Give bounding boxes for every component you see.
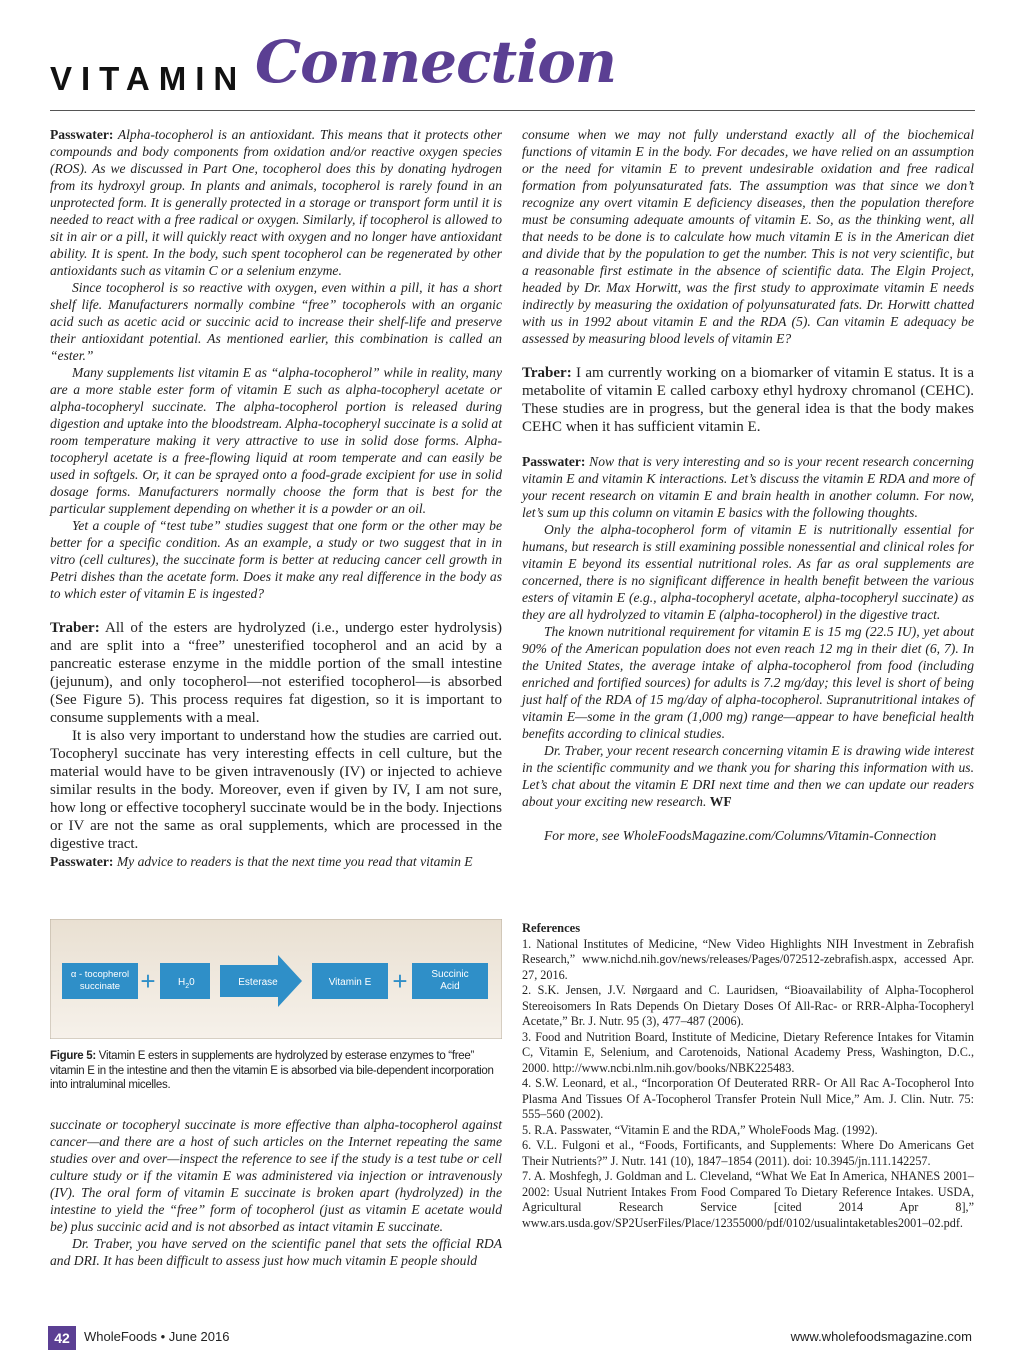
paragraph: Yet a couple of “test tube” studies suggest that one form or the other may be better for a specific condition. As an example, a study or two suggest that in in vitro (cell cultures), the succinate form is better at reducing cancer cell growth in Petri dishes than the acetate form. Does it make any real difference in the body as to which ester of vitamin E is ingested? xyxy=(50,518,502,601)
magazine-url: www.wholefoodsmagazine.com xyxy=(790,1329,972,1344)
reference-item: 6. V.L. Fulgoni et al., “Foods, Fortificants, and Supplements: Where Do Americans Get Their Nutrients?” J. Nutr. 141 (10), 1847–1854 (2011). doi: 10.3945/jn.111.142257. xyxy=(522,1138,974,1168)
reference-item: 2. S.K. Jensen, J.V. Nørgaard and C. Lauridsen, “Bioavailability of Alpha-Tocopherol Stereoisomers In Rats Depends On Dietary Doses Of All-Rac- or RRR-Alpha-Tocopheryl Acetate,” Br. J. Nutr. 95 (3), 477–487 (2006). xyxy=(522,983,974,1028)
speaker-label: Traber: xyxy=(50,620,100,636)
reference-item: 7. A. Moshfegh, J. Goldman and L. Cleveland, “What We Eat In America, NHANES 2001–2002: Usual Nutrient Intakes From Food Compared To Dietary Reference Intakes. USDA, Agricultural Research Service [cited 2014 Apr 8],” www.ars.usda.gov/SP2UserFiles/Place/12355000/pdf/0102/usualintaketables2001–02.pdf. xyxy=(522,1169,974,1230)
succinic-label-line1: Succinic xyxy=(431,969,469,980)
masthead xyxy=(50,22,980,110)
paragraph: Only the alpha-tocopherol form of vitamin E is nutritionally essential for humans, but research is still examining possible nonessential and clinical roles for vitamin E beyond its essential nutritional roles. As far as oral supplements are concerned, there is no significant difference in health benefit between the various esters of vitamin E (e.g., alpha-tocopheryl acetate, alpha-tocopheryl succinate) as they are all hydrolyzed to vitamin E (alpha-tocopherol) in the digestive tract. xyxy=(522,522,974,622)
article-column-left-continued xyxy=(50,1116,502,1269)
paragraph: Since tocopherol is so reactive with oxygen, even within a pill, it has a short shelf life. Manufacturers normally combine “free” tocopherols with an organic acid such as acetic acid or succinic acid to increase their shelf-life and preserve their antioxidant potential. As mentioned earlier, this combination is called an “ester.” xyxy=(50,280,502,363)
paragraph xyxy=(50,126,502,279)
speaker-label: Passwater: xyxy=(522,454,586,469)
article-column-right xyxy=(522,126,974,844)
references-title: References xyxy=(522,921,581,935)
article-column-left xyxy=(50,126,502,870)
paragraph xyxy=(50,853,502,870)
reference-item: 4. S.W. Leonard, et al., “Incorporation Of Deuterated RRR- Or All Rac A-Tocopherol Into Plasma And Tissues Of A-Tocopherol Transfer Protein Null Mice,” Am. J. Clin. Nutr. 75: 555–560 (2002). xyxy=(522,1076,974,1121)
paragraph-text: Alpha-tocopherol is an antioxidant. This means that it protects other compounds and body components from oxidation and/or reactive oxygen species (ROS). As we discussed in Part One, tocopherol does this by donating hydrogen from its hydroxyl group. In plants and animals, tocopherol is rarely found in an unprotected form. It is generally protected in a storage or transport form until it is needed to react with a free radical or oxygen. Similarly, if tocopherol is allowed to sit in air or a pill, it will quickly react with oxygen and no longer have antioxidant ability. It is spent. In the body, such spent tocopherol can be regenerated by other antioxidants such as vitamin C or a selenium enzyme. xyxy=(50,127,502,278)
caption-label: Figure 5: xyxy=(50,1050,96,1062)
paragraph xyxy=(522,364,974,436)
paragraph-text: My advice to readers is that the next time you read that vitamin E xyxy=(116,854,473,869)
speaker-label: Passwater: xyxy=(50,127,114,142)
paragraph-text: I am currently working on a biomarker of vitamin E status. It is a metabolite of vitamin E called carboxy ethyl hydroxy chromanol (CEHC). These studies are in progress, but the general idea is that the body makes CEHC when it has sufficient vitamin E. xyxy=(522,365,975,435)
reference-item: 1. National Institutes of Medicine, “New Video Highlights NIH Investment in Zebrafish Research,” www.nichd.nih.gov/news/releases/Pages/072512-zebrafish.aspx, accessed Apr. 27, 2016. xyxy=(522,936,974,982)
plus-sign: + xyxy=(392,966,408,996)
reference-item: 3. Food and Nutrition Board, Institute of Medicine, Dietary Reference Intakes for Vitamin C, Vitamin E, Selenium, and Carotenoids, National Academy Press, Washington, D.C., 2000. http://www.ncbi.nlm.nih.gov/books/NBK225483. xyxy=(522,1029,974,1075)
box1-label-line1: α - tocopherol xyxy=(70,969,130,980)
plus-sign: + xyxy=(140,966,156,996)
paragraph-text: All of the esters are hydrolyzed (i.e., undergo ester hydrolysis) and are split into a “free” unesterified tocopherol and an acid by a pancreatic esterase enzyme in the middle portion of the small intestine (jejunum), and only tocopherol—not esterified tocopherol—is absorbed (See Figure 5). This process requires fat digestion, so it is important to consume supplements with a meal. xyxy=(50,620,502,726)
paragraph-text: Now that is very interesting and so is your recent research concerning vitamin E and vitamin K interactions. Let’s discuss the vitamin E RDA and more of your recent research on vitamin E and brain health in another column. For now, let’s sum up this column on vitamin E basics with the following thoughts. xyxy=(522,454,974,520)
paragraph: succinate or tocopheryl succinate is more effective than alpha-tocopherol against cancer—and there are a host of such articles on the Internet repeating the same studies over and over—inspect the reference to see if the study is a test tube or cell culture study or if the vitamin E was administered via injection or intravenously (IV). The oral form of vitamin E succinate is broken apart (hydrolyzed) in the intestine to yield the “free” form of tocopherol (just as vitamin E acetate would be) plus succinic acid and is not absorbed as intact vitamin E succinate. xyxy=(50,1117,502,1234)
paragraph: The known nutritional requirement for vitamin E is 15 mg (22.5 IU), yet about 90% of the American population does not even reach 12 mg in their diet (6, 7). In the United States, the average intake of alpha-tocopherol from food (including enriched and fortified sources) for adults is 7.2 mg/day; this level is short of being just half of the RDA of 15 mg/day of alpha-tocopherol. Supranutritional intakes of vitamin E—some in the gram (1,000 mg) range—appear to have beneficial health benefits according to clinical studies. xyxy=(522,624,974,741)
paragraph: It is also very important to understand how the studies are carried out. Tocopheryl succinate has very interesting effects in cell culture, but the material would have to be given intravenously (IV) or injected to achieve similar results in the body. Moreover, even if given by IV, I am not sure, how long or effective tocopheryl succinate would be in the body. Injections or IV are not the same as oral supplements, which are processed in the digestive tract. xyxy=(50,728,502,852)
paragraph xyxy=(522,453,974,521)
more-info-line: For more, see WholeFoodsMagazine.com/Columns/Vitamin-Connection xyxy=(544,828,937,843)
masthead-title-script: Connection xyxy=(255,28,617,96)
reference-item: 5. R.A. Passwater, “Vitamin E and the RDA,” WholeFoods Mag. (1992). xyxy=(522,1122,878,1137)
paragraph: consume when we may not fully understand exactly all of the biochemical functions of vitamin E in the body. For decades, we have relied on an assumption or the need for vitamin E to prevent undesirable oxidation and free radical formation from polyunsaturated fats. The assumption was that since we don’t recognize any overt vitamin E deficiency diseases, then the population therefore must be consuming adequate amounts of vitamin E. So, as the thinking went, all that needs to be done is to calculate how much vitamin E is in the American diet and divide that by the population to get the number. This is not very scientific, but a reasonable first estimate in the absence of scientific data. The Elgin Project, headed by Dr. Max Horwitt, was the first study to approximate vitamin E needs indirectly by measuring the oxidation of polyunsaturated fats. Dr. Horwitt chatted with us in 1992 about vitamin E and the RDA (5). Can vitamin E adequacy be assessed by measuring blood levels of vitamin E? xyxy=(522,127,974,346)
masthead-title-word: VITAMIN xyxy=(50,60,247,97)
succinic-label-line2: Acid xyxy=(440,981,460,992)
esterase-label: Esterase xyxy=(238,977,278,988)
header-divider xyxy=(50,110,975,111)
caption-text: Vitamin E esters in supplements are hydrolyzed by esterase enzymes to “free” vitamin E in the intestine and then the vitamin E is absorbed via bile-dependent incorporation into intraluminal micelles. xyxy=(50,1050,494,1091)
speaker-label: Traber: xyxy=(522,365,572,381)
paragraph xyxy=(50,619,502,727)
paragraph: Dr. Traber, you have served on the scientific panel that sets the official RDA and DRI. It has been difficult to assess just how much vitamin E people should xyxy=(50,1236,502,1268)
magazine-issue: WholeFoods • June 2016 xyxy=(84,1329,230,1344)
vitamin-e-label: Vitamin E xyxy=(328,977,372,988)
page-number: 42 xyxy=(48,1326,76,1350)
water-label: $H_20$ xyxy=(178,977,195,990)
end-mark: WF xyxy=(709,794,732,809)
references xyxy=(522,921,974,1231)
figure-caption xyxy=(50,1049,502,1093)
paragraph-text: Dr. Traber, your recent research concerning vitamin E is drawing wide interest in the scientific community and we thank you for sharing this information with us. Let’s chat about the vitamin E DRI next time and then we can update our readers about your exciting new research. xyxy=(522,743,974,809)
figure-5-diagram xyxy=(50,919,502,1039)
box1-label-line2: succinate xyxy=(79,981,121,992)
paragraph xyxy=(522,742,974,810)
paragraph: Many supplements list vitamin E as “alpha-tocopherol” while in reality, many are a more stable ester form of vitamin E such as alpha-tocopheryl acetate or alpha-tocopheryl succinate. The alpha-tocopherol portion is released during digestion and uptake into the bloodstream. Alpha-tocopheryl succinate is a solid at room temperature making it very attractive to use in solid dose forms. Alpha-tocopheryl acetate is a free-flowing liquid at room temperate and can easily be used in softgels. Or, it can be sprayed onto a food-grade excipient for use in solid dosage forms. Manufacturers normally choose the form that is best for the particular supplement depending on whether it is a powder or an oil. xyxy=(50,365,502,516)
speaker-label: Passwater: xyxy=(50,854,114,869)
